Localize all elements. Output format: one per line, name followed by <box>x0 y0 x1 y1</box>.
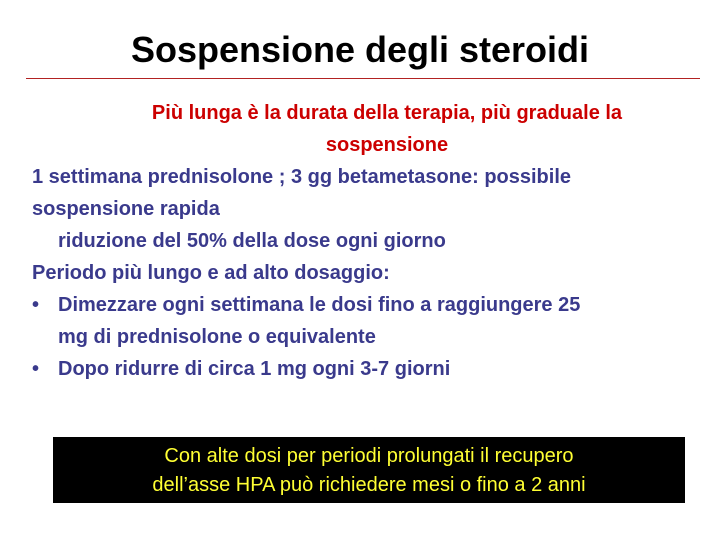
bullet-1-line-1: Dimezzare ogni settimana le dosi fino a raggiungere 25 <box>58 294 581 316</box>
bullet-2-line-1: Dopo ridurre di circa 1 mg ogni 3-7 giorni <box>58 358 451 380</box>
bullet-marker: • <box>32 294 40 316</box>
paragraph-2: riduzione del 50% della dose ogni giorno <box>58 230 446 252</box>
slide-body <box>32 97 702 385</box>
lead-line-1: Più lunga è la durata della terapia, più graduale la <box>151 102 623 124</box>
lead-line-2: sospensione <box>325 134 449 156</box>
bullet-1-line-2: mg di prednisolone o equivalente <box>58 326 376 348</box>
paragraph-3: Periodo più lungo e ad alto dosaggio: <box>32 262 390 284</box>
slide-title: Sospensione degli steroidi <box>130 29 590 70</box>
note-line-1: Con alte dosi per periodi prolungati il recupero <box>164 445 574 467</box>
paragraph-1-line-1: 1 settimana prednisolone ; 3 gg betametasone: possibile <box>32 166 572 188</box>
paragraph-1-line-2: sospensione rapida <box>32 198 220 220</box>
bullet-marker: • <box>32 358 40 380</box>
lead-statement <box>32 97 702 161</box>
bullet-item <box>32 289 702 353</box>
bullet-item <box>32 353 702 385</box>
note-line-2: dell’asse HPA può richiedere mesi o fino a 2 anni <box>152 474 586 496</box>
highlight-note-box <box>53 437 685 503</box>
title-divider <box>26 78 700 79</box>
